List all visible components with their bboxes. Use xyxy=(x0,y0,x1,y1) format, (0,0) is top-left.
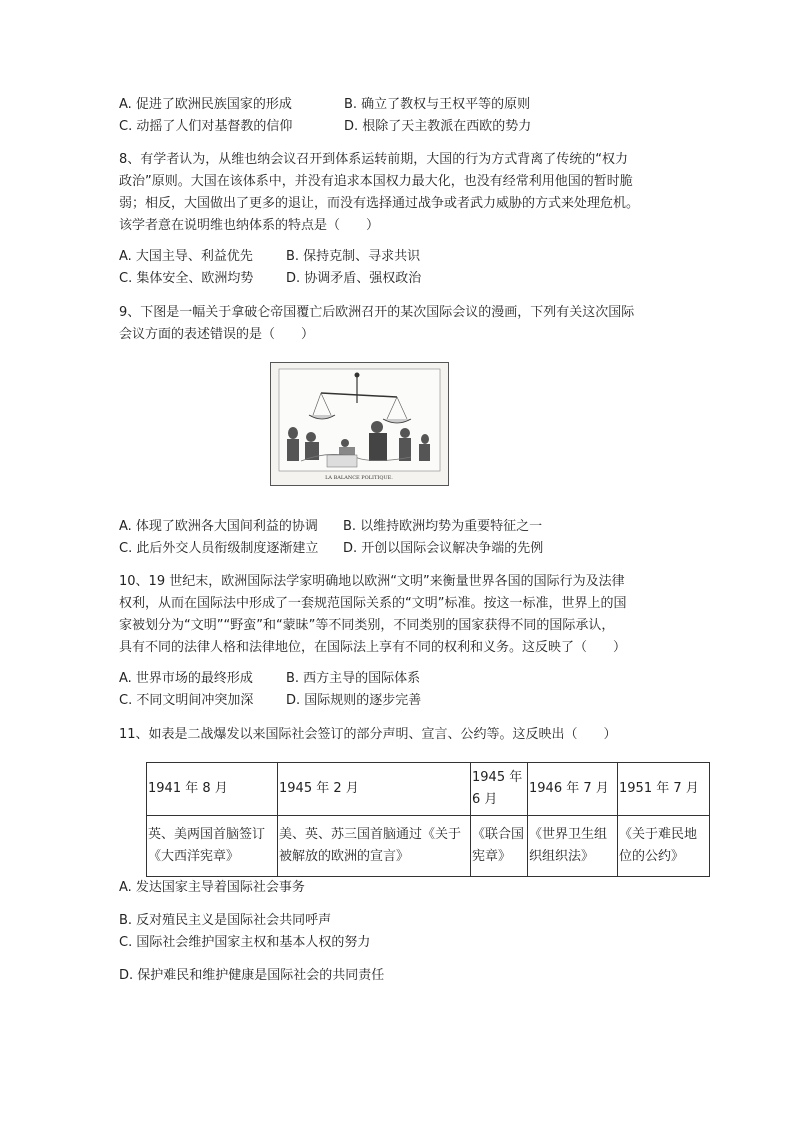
q9-option-d: D. 开创以国际会议解决争端的先例 xyxy=(343,541,544,556)
q11-option-a: A. 发达国家主导着国际社会事务 xyxy=(119,880,305,895)
political-cartoon-image xyxy=(270,362,449,486)
q11-stem: 11、如表是二战爆发以来国际社会签订的部分声明、宣言、公约等。这反映出（ ） xyxy=(119,727,617,742)
q9-option-b: B. 以维持欧洲均势为重要特征之一 xyxy=(343,519,543,534)
table-row-events xyxy=(147,816,710,877)
q7-options-row-1 xyxy=(119,95,530,115)
table-cell-date: 1946 年 7 月 xyxy=(528,763,618,816)
cartoon-drawing xyxy=(271,363,448,485)
q9-option-c: C. 此后外交人员衔级制度逐渐建立 xyxy=(119,541,319,556)
treaty-table xyxy=(146,762,710,877)
q7-option-c: C. 动摇了人们对基督教的信仰 xyxy=(119,119,293,134)
table-cell-event: 《关于难民地位的公约》 xyxy=(618,816,710,877)
q9-stem-line-1: 9、下图是一幅关于拿破仑帝国覆亡后欧洲召开的某次国际会议的漫画，下列有关这次国际 xyxy=(119,305,635,320)
q10-stem-line-1: 10、19 世纪末，欧洲国际法学家明确地以欧洲“文明”来衡量世界各国的国际行为及法律 xyxy=(119,574,625,589)
q7-option-b: B. 确立了教权与王权平等的原则 xyxy=(344,97,531,112)
table-cell-event: 英、美两国首脑签订《大西洋宪章》 xyxy=(147,816,278,877)
q10-options-row-1 xyxy=(119,669,420,689)
q7-option-a: A. 促进了欧洲民族国家的形成 xyxy=(119,97,292,112)
q8-stem-line-3: 弱；相反，大国做出了更多的退让，而没有选择通过战争或者武力威胁的方式来处理危机。 xyxy=(119,196,640,211)
q7-option-d: D. 根除了天主教派在西欧的势力 xyxy=(344,119,532,134)
q9-stem-line-2: 会议方面的表述错误的是（ ） xyxy=(119,327,315,342)
cartoon-caption: LA BALANCE POLITIQUE. xyxy=(325,475,393,481)
q11-option-c: C. 国际社会维护国家主权和基本人权的努力 xyxy=(119,935,371,950)
q10-option-d: D. 国际规则的逐步完善 xyxy=(286,693,422,708)
q8-stem-line-1: 8、有学者认为，从维也纳会议召开到体系运转前期，大国的行为方式背离了传统的“权力 xyxy=(119,152,629,167)
table-cell-event: 《世界卫生组织组织法》 xyxy=(528,816,618,877)
table-cell-date: 1945 年 2 月 xyxy=(278,763,471,816)
table-cell-event: 美、英、苏三国首脑通过《关于被解放的欧洲的宣言》 xyxy=(278,816,471,877)
table-row-dates xyxy=(147,763,710,816)
q10-stem-line-3: 家被划分为“文明”“野蛮”和“蒙昧”等不同类别，不同类别的国家获得不同的国际承认， xyxy=(119,618,615,633)
q10-option-a: A. 世界市场的最终形成 xyxy=(119,671,253,686)
q10-option-c: C. 不同文明间冲突加深 xyxy=(119,693,254,708)
q11-option-d: D. 保护难民和维护健康是国际社会的共同责任 xyxy=(119,968,385,983)
q10-option-b: B. 西方主导的国际体系 xyxy=(286,671,421,686)
q10-stem-line-4: 具有不同的法律人格和法律地位，在国际法上享有不同的权利和义务。这反映了（ ） xyxy=(119,640,627,655)
q11-option-b: B. 反对殖民主义是国际社会共同呼声 xyxy=(119,913,332,928)
table-cell-date: 1945 年 6 月 xyxy=(471,763,528,816)
q8-options-row-1 xyxy=(119,247,420,267)
q8-option-a: A. 大国主导、利益优先 xyxy=(119,249,253,264)
q9-options-row-2 xyxy=(119,539,543,559)
q8-option-c: C. 集体安全、欧洲均势 xyxy=(119,271,254,286)
q10-stem-line-2: 权利，从而在国际法中形成了一套规范国际关系的“文明”标准。按这一标准，世界上的国 xyxy=(119,596,627,611)
q8-option-b: B. 保持克制、寻求共识 xyxy=(286,249,421,264)
table-cell-event: 《联合国宪章》 xyxy=(471,816,528,877)
q8-options-row-2 xyxy=(119,269,421,289)
q7-options-row-2 xyxy=(119,117,531,137)
q8-option-d: D. 协调矛盾、强权政治 xyxy=(286,271,422,286)
q10-options-row-2 xyxy=(119,691,421,711)
table-cell-date: 1941 年 8 月 xyxy=(147,763,278,816)
q9-options-row-1 xyxy=(119,517,542,537)
q8-stem-line-4: 该学者意在说明维也纳体系的特点是（ ） xyxy=(119,218,380,233)
q9-option-a: A. 体现了欧洲各大国间利益的协调 xyxy=(119,519,318,534)
table-cell-date: 1951 年 7 月 xyxy=(618,763,710,816)
q8-stem-line-2: 政治”原则。大国在该体系中，并没有追求本国权力最大化，也没有经常利用他国的暂时脆 xyxy=(119,174,633,189)
